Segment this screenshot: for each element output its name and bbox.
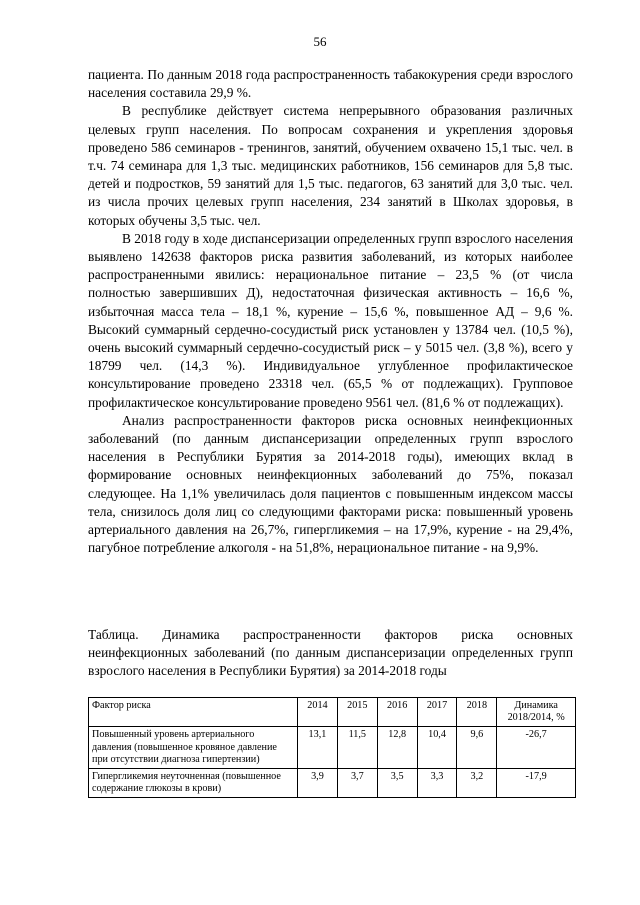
page-number: 56 [313,34,327,49]
cell-2017: 10,4 [417,727,457,769]
risk-factor-table [88,697,576,798]
header-2015: 2015 [337,698,377,727]
cell-2018: 9,6 [457,727,497,769]
cell-2017: 3,3 [417,769,457,798]
cell-dynamics: -26,7 [497,727,576,769]
cell-2015: 3,7 [337,769,377,798]
header-2014: 2014 [298,698,338,727]
cell-2014: 13,1 [298,727,338,769]
header-risk-factor: Фактор риска [89,698,298,727]
header-2017: 2017 [417,698,457,727]
table-header-row [89,698,576,727]
cell-2018: 3,2 [457,769,497,798]
header-2018: 2018 [457,698,497,727]
cell-2016: 3,5 [377,769,417,798]
cell-2015: 11,5 [337,727,377,769]
cell-2016: 12,8 [377,727,417,769]
cell-2014: 3,9 [298,769,338,798]
cell-dynamics: -17,9 [497,769,576,798]
paragraph-continuation: пациента. По данным 2018 года распространенность табакокурения среди взрослого населения составила 29,9 %. [88,67,573,101]
header-2016: 2016 [377,698,417,727]
table-row [89,769,576,798]
body-text [88,66,573,557]
row-factor-name: Гипергликемия неуточненная (повышенное содержание глюкозы в крови) [89,769,298,798]
paragraph-education: В республике действует система непрерывного образования различных целевых групп населения. По вопросам сохранения и укрепления здоровья проведено 586 семинаров - тренингов, занятий, обучением охвачено 15,1 тыс. чел. в т.ч. 74 семинара для 1,3 тыс. медицинских работников, 156 семинаров для 5,8 тыс. детей и подростков, 59 занятий для 1,5 тыс. педагогов, 63 занятий для 3,0 тыс. чел. из числа прочих целевых групп населения, 234 занятий в Школах здоровья, в которых обучены 3,5 тыс. чел. [88,103,573,228]
table-row [89,727,576,769]
paragraph-screening-2018: В 2018 году в ходе диспансеризации определенных групп взрослого населения выявлено 142638 факторов риска развития заболеваний, из которых наиболее распространенными явились: нерациональное питание – 23,5 % (от числа полностью завершивших Д), недостаточная физическая активность – 16,6 %, избыточная масса тела – 18,1 %, курение – 15,6 %, повышенное АД – 9,6 %. Высокий суммарный сердечно-сосудистый риск установлен у 13784 чел. (10,5 %), очень высокий суммарный сердечно-сосудистый риск – у 5015 чел. (3,8 %), всего у 18799 чел. (14,3 %). Индивидуальное углубленное профилактическое консультирование проведено 23318 чел. (65,5 % от подлежащих). Групповое профилактическое консультирование проведено 9561 чел. (81,6 % от подлежащих). [88,230,573,410]
paragraph-analysis: Анализ распространенности факторов риска основных неинфекционных заболеваний (по данным диспансеризации определенных групп взрослого населения в Республики Бурятия за 2014-2018 годы), имеющих вклад в формирование основных неинфекционных заболеваний до 75%, показал следующее. На 1,1% увеличилась доля пациентов с повышенным индексом массы тела, снизилось доля лиц со следующими факторами риска: повышенный уровень артериального давления на 26,7%, гипергликемия – на 17,9%, курение - на 29,4%, пагубное потребление алкоголя - на 51,8%, нерациональное питание - на 9,9%. [88,412,573,556]
table-caption: Таблица. Динамика распространенности факторов риска основных неинфекционных заболеваний (по данным диспансеризации определенных групп взрослого населения в Республики Бурятия) за 2014-2018 годы [88,627,573,679]
row-factor-name: Повышенный уровень артериального давления (повышенное кровяное давление при отсутствии диагноза гипертензии) [89,727,298,769]
header-dynamics: Динамика 2018/2014, % [497,698,576,727]
